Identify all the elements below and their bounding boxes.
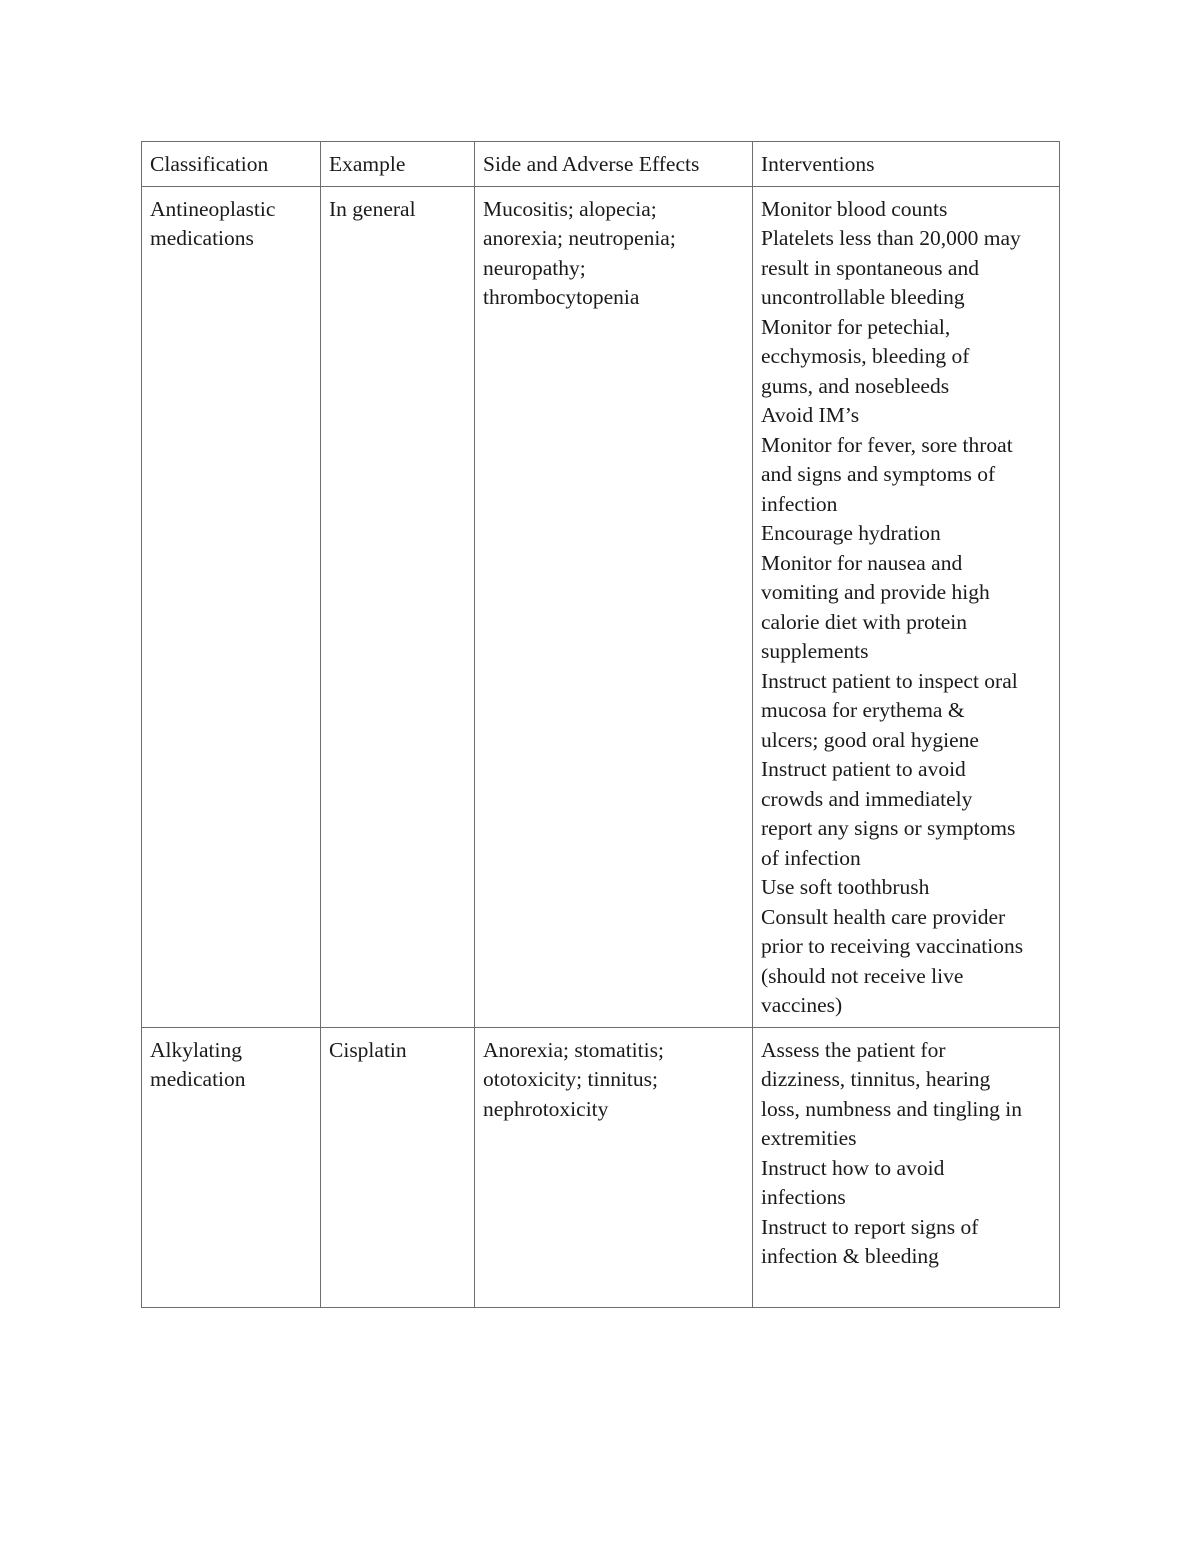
cell-line: dizziness, tinnitus, hearing [761, 1067, 991, 1091]
cell-line: infections [761, 1185, 846, 1209]
cell-side-effects [475, 186, 753, 1027]
cell-line: and signs and symptoms of [761, 462, 996, 486]
cell-line: Avoid IM’s [761, 403, 860, 427]
table-row [142, 186, 1060, 1027]
header-side-effects: Side and Adverse Effects [475, 142, 753, 187]
cell-line: Monitor blood counts [761, 196, 948, 221]
medication-table [141, 141, 1060, 1308]
cell-line: uncontrollable bleeding [761, 285, 965, 309]
cell-line: Monitor for nausea and [761, 550, 963, 575]
cell-example [321, 1027, 475, 1307]
cell-line: medication [150, 1067, 246, 1091]
cell-line: Encourage hydration [761, 521, 941, 545]
cell-line: supplements [761, 639, 869, 663]
header-interventions: Interventions [753, 142, 1060, 187]
cell-line: Instruct to report signs of [761, 1214, 979, 1239]
cell-line: Monitor for fever, sore throat [761, 432, 1013, 457]
cell-line: medications [150, 226, 254, 250]
cell-line: infection [761, 491, 838, 516]
cell-line: mucosa for erythema & [761, 698, 965, 722]
cell-line: Platelets less than 20,000 may [761, 226, 1021, 250]
cell-line: Assess the patient for [761, 1037, 946, 1062]
cell-classification [142, 1027, 321, 1307]
cell-line: thrombocytopenia [483, 285, 640, 309]
cell-line: prior to receiving vaccinations [761, 934, 1024, 958]
cell-line: infection & bleeding [761, 1244, 939, 1268]
cell-line: loss, numbness and tingling in [761, 1096, 1022, 1121]
cell-line: Instruct patient to inspect oral [761, 668, 1018, 693]
cell-line: vomiting and provide high [761, 580, 990, 604]
cell-line: Consult health care provider [761, 904, 1006, 929]
cell-line: ototoxicity; tinnitus; [483, 1067, 658, 1091]
cell-line: nephrotoxicity [483, 1096, 609, 1121]
header-classification: Classification [142, 142, 321, 187]
header-example: Example [321, 142, 475, 187]
cell-line: extremities [761, 1126, 857, 1150]
cell-line: Alkylating [150, 1037, 242, 1062]
cell-side-effects [475, 1027, 753, 1307]
cell-interventions [753, 1027, 1060, 1307]
cell-line: Antineoplastic [150, 196, 276, 221]
cell-line: vaccines) [761, 993, 843, 1017]
cell-line: anorexia; neutropenia; [483, 226, 676, 250]
cell-line: Instruct patient to avoid [761, 757, 966, 781]
table-row [142, 1027, 1060, 1307]
cell-line: In general [329, 196, 416, 221]
cell-line: Anorexia; stomatitis; [483, 1037, 664, 1062]
cell-line: Monitor for petechial, [761, 314, 951, 339]
cell-line: ulcers; good oral hygiene [761, 727, 979, 752]
cell-line: (should not receive live [761, 963, 964, 988]
cell-line: ecchymosis, bleeding of [761, 344, 970, 368]
cell-line: calorie diet with protein [761, 609, 967, 634]
cell-interventions [753, 186, 1060, 1027]
cell-line: neuropathy; [483, 255, 586, 280]
cell-line: Use soft toothbrush [761, 875, 930, 899]
table-header-row [142, 142, 1060, 187]
cell-line: Mucositis; alopecia; [483, 196, 657, 221]
cell-line: result in spontaneous and [761, 255, 979, 280]
cell-line: crowds and immediately [761, 786, 973, 811]
cell-line: report any signs or symptoms [761, 816, 1016, 840]
cell-line: gums, and nosebleeds [761, 373, 950, 398]
cell-classification [142, 186, 321, 1027]
cell-line: Cisplatin [329, 1037, 407, 1062]
cell-example [321, 186, 475, 1027]
cell-line: of infection [761, 845, 861, 870]
cell-line: Instruct how to avoid [761, 1155, 945, 1180]
